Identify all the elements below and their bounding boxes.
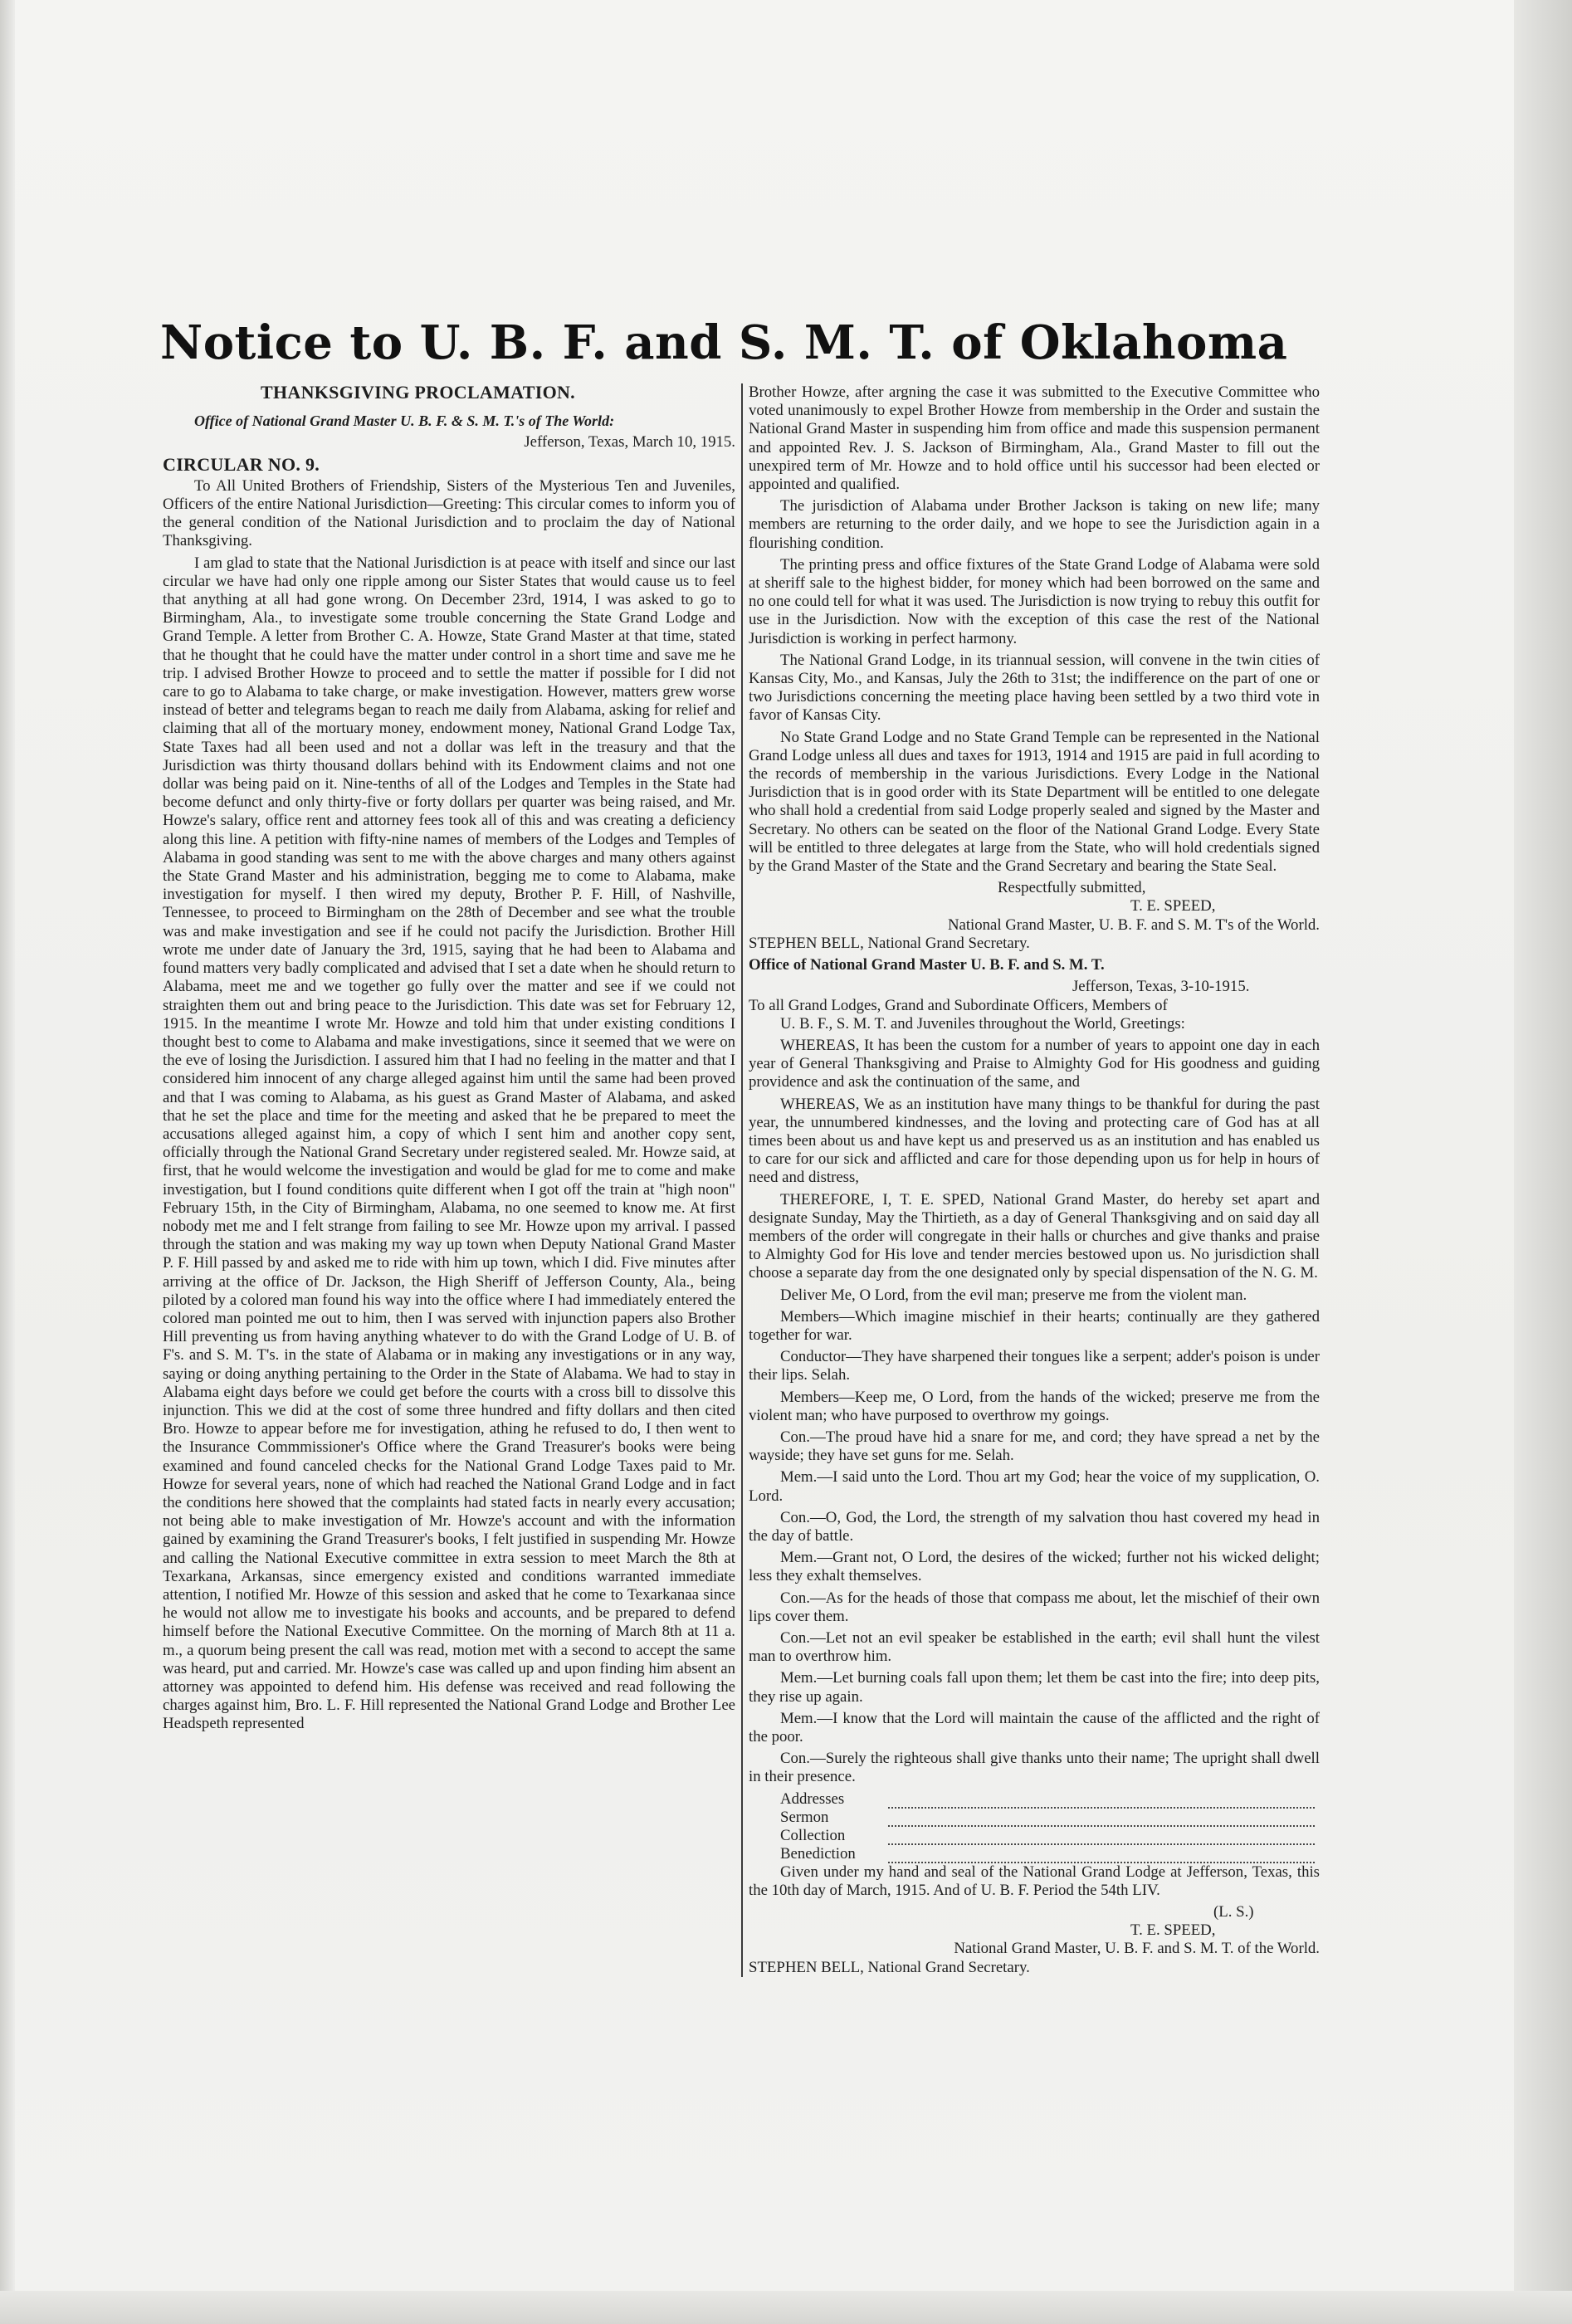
address-line-1: To all Grand Lodges, Grand and Subordinate Officers, Members of xyxy=(749,996,1168,1014)
signature-title-2: National Grand Master, U. B. F. and S. M. T. of the World. xyxy=(954,1940,1320,1958)
blank-label: Collection xyxy=(780,1826,846,1844)
litany-line: Con.—Surely the righteous shall give thanks unto their name; The upright shall dwell in their presence. xyxy=(749,1750,1320,1786)
paragraph-national-session: The National Grand Lodge, in its triannual session, will convene in the twin cities of Kansas City, Mo., and Kansas, July the 26th to 31st; the indifference on the part of one or two Jurisdictions concerning the meeting place having been settled by a two third vote in favor of Kansas City. xyxy=(749,651,1320,725)
respectfully-line: Respectfully submitted, xyxy=(998,879,1146,897)
circular-heading: CIRCULAR NO. 9. xyxy=(163,453,320,475)
litany-line: Members—Keep me, O Lord, from the hands of the wicked; preserve me from the violent man; who have purposed to overthrow my goings. xyxy=(749,1388,1320,1424)
paragraph-alabama: The jurisdiction of Alabama under Brother Jackson is taking on new life; many members are returning to the order daily, and we hope to see the Jurisdiction again in a flourishing condition. xyxy=(749,497,1320,552)
litany-line: Con.—The proud have hid a snare for me, and cord; they have spread a net by the wayside; they have set guns for me. Selah. xyxy=(749,1428,1320,1465)
litany-line: Deliver Me, O Lord, from the evil man; preserve me from the violent man. xyxy=(780,1286,1247,1304)
column-divider xyxy=(741,383,743,1977)
page-edge-right xyxy=(1514,0,1572,2324)
blank-label: Sermon xyxy=(780,1808,829,1826)
headline: Notice to U. B. F. and S. M. T. of Oklahoma xyxy=(160,315,1288,370)
blank-fill-line xyxy=(888,1795,1315,1809)
blank-sermon xyxy=(780,1809,1320,1827)
dateline: Jefferson, Texas, March 10, 1915. xyxy=(524,433,735,452)
seal-mark: (L. S.) xyxy=(1213,1903,1254,1921)
page-edge-bottom xyxy=(0,2291,1572,2324)
whereas-1: WHEREAS, It has been the custom for a number of years to appoint one day in each year of General Thanksgiving and Praise to Almighty God for His goodness and guiding providence and ask the continuation of the same, and xyxy=(749,1036,1320,1091)
office-line: Office of National Grand Master U. B. F. & S. M. T.'s of The World: xyxy=(194,413,615,430)
address-line-2: U. B. F., S. M. T. and Juveniles throughout the World, Greetings: xyxy=(780,1014,1185,1033)
litany-line: Mem.—Grant not, O Lord, the desires of the wicked; further not his wicked delight; less they exhalt themselves. xyxy=(749,1549,1320,1585)
blank-label: Benediction xyxy=(780,1844,856,1863)
secretary-line-2: STEPHEN BELL, National Grand Secretary. xyxy=(749,1958,1030,1976)
signature-name: T. E. SPEED, xyxy=(1130,897,1216,915)
whereas-2: WHEREAS, We as an institution have many things to be thankful for during the past year, the unnumbered kindnesses, and the loving and protecting care of God has at all times been about us and have kept us and preserved us as an institution and has enabled us to care for our sick and afflicted and care for those depending upon us for help in hours of need and distress, xyxy=(749,1095,1320,1187)
blank-fill-line xyxy=(888,1814,1315,1827)
left-column xyxy=(163,383,735,1737)
office-line-2: Office of National Grand Master U. B. F. and S. M. T. xyxy=(749,956,1105,974)
secretary-line: STEPHEN BELL, National Grand Secretary. xyxy=(749,934,1030,952)
paragraph-expulsion: Brother Howze, after argning the case it was submitted to the Executive Committee who voted unanimously to expel Brother Howze from membership in the Order and sustain the National Grand Master in suspending him from office and made this suspension permanent and appointed Rev. J. S. Jackson of Birmingham, Ala., Grand Master to fill out the unexpired term of Mr. Howze and to hold office until his successor had been elected or appointed and qualified. xyxy=(749,383,1320,494)
signature-name-2: T. E. SPEED, xyxy=(1130,1921,1216,1940)
signature-title: National Grand Master, U. B. F. and S. M. T's of the World. xyxy=(947,915,1320,934)
proclamation-heading: THANKSGIVING PROCLAMATION. xyxy=(261,382,575,403)
litany-line: Mem.—I said unto the Lord. Thou art my God; hear the voice of my supplication, O. Lord. xyxy=(749,1468,1320,1505)
litany-line: Members—Which imagine mischief in their hearts; continually are they gathered together for war. xyxy=(749,1307,1320,1344)
blank-fill-line xyxy=(888,1832,1315,1845)
right-column xyxy=(749,383,1320,1980)
paragraph-representation: No State Grand Lodge and no State Grand Temple can be represented in the National Grand Lodge unless all dues and taxes for 1913, 1914 and 1915 are paid in full acording to the records of membership in the various Jurisdictions. Every Lodge in the National Jurisdiction that is in good order with its State Department will be entitled to one delegate who shall hold a credential from said Lodge properly sealed and signed by the Master and Secretary. No others can be seated on the floor of the National Grand Lodge. Every State will be entitled to three delegates at large from the State, who will hold credentials signed by the Grand Master of the State and the Grand Secretary and bearing the State Seal. xyxy=(749,728,1320,876)
litany-line: Con.—As for the heads of those that compass me about, let the mischief of their own lips cover them. xyxy=(749,1589,1320,1625)
greeting-paragraph: To All United Brothers of Friendship, Sisters of the Mysterious Ten and Juveniles, Officers of the entire National Jurisdiction—Greeting: This circular comes to inform you of the general condition of the National Jurisdiction and to proclaim the day of National Thanksgiving. xyxy=(163,476,735,550)
therefore-paragraph: THEREFORE, I, T. E. SPED, National Grand Master, do hereby set apart and designate Sunday, May the Thirtieth, as a day of General Thanksgiving and on said day all members of the order will congregate in their halls or churches and give thanks and praise to Almighty God for His love and tender mercies bestowed upon us. No jurisdiction shall choose a separate day from the one designated only by special dispensation of the N. G. M. xyxy=(749,1190,1320,1282)
litany-line: Conductor—They have sharpened their tongues like a serpent; adder's poison is under their lips. Selah. xyxy=(749,1348,1320,1384)
blank-fill-line xyxy=(888,1850,1315,1863)
blank-benediction xyxy=(780,1845,1320,1863)
blank-collection xyxy=(780,1827,1320,1845)
given-under-hand: Given under my hand and seal of the National Grand Lodge at Jefferson, Texas, this the 10th day of March, 1915. And of U. B. F. Period the 54th LIV. xyxy=(749,1863,1320,1899)
litany-line: Mem.—I know that the Lord will maintain the cause of the afflicted and the right of the poor. xyxy=(749,1709,1320,1746)
page-edge-left xyxy=(0,0,15,2324)
litany-line: Mem.—Let burning coals fall upon them; let them be cast into the fire; into deep pits, they rise up again. xyxy=(749,1669,1320,1706)
litany-line: Con.—Let not an evil speaker be established in the earth; evil shall hunt the vilest man to overthrow him. xyxy=(749,1629,1320,1666)
blank-addresses xyxy=(780,1790,1320,1809)
paragraph-printing-press: The printing press and office fixtures of the State Grand Lodge of Alabama were sold at sheriff sale to the highest bidder, for money which had been borrowed on the same and no one could tell for what it was used. The Jurisdiction is now trying to rebuy this outfit for use in the Jurisdiction. Now with the exception of this case the rest of the National Jurisdiction is working in perfect harmony. xyxy=(749,555,1320,647)
report-paragraph: I am glad to state that the National Jurisdiction is at peace with itself and since our last circular we have had only one ripple among our Sister States that would cause us to feel that anything at all had gone wrong. On December 23rd, 1914, I was asked to go to Birmingham, Ala., to investigate some trouble concerning the State Grand Lodge and Grand Temple. A letter from Brother C. A. Howze, State Grand Master at that time, stated that he thought that he could have the matter under control in a short time and save me he trip. I advised Brother Howze to proceed and to settle the matter if possible for I did not care to go to Alabama to take charge, or make investigation. However, matters grew worse instead of better and telegrams began to reach me daily from Alabama, asking for relief and claiming that all of the mortuary money, endowment money, National Grand Lodge Tax, State Taxes had all been used and not a dollar was left in the treasury and that the Jurisdiction was thirty thousand dollars behind with its Endowment claims and not one dollar was being paid on it. Nine-tenths of all of the Lodges and Temples in the State had become defunct and only thirty-five or forty dollars per quarter was being raised, and Mr. Howze's salary, office rent and attorney fees took all of this and was creating a deficiency along this line. A petition with fifty-nine names of members of the Lodges and Temples of Alabama in good standing was sent to me with the above charges and many others against the State Grand Master and his administration, begging me to come to Alabama, make investigation for myself. I then wired my deputy, Brother P. F. Hill, of Nashville, Tennessee, to proceed to Birmingham on the 28th of December and see what the trouble was and make investigation and see if he could not pacify the Jurisdiction. Brother Hill wrote me under date of January the 3rd, 1915, saying that he had been to Alabama and found matters very badly complicated and advised that I set a date when he should return to Alabama, meet me and we together go fully over the matter and see if we could not straighten them out and bring peace to the Jurisdiction. This date was set for February 12, 1915. In the meantime I wrote Mr. Howze and told him that under existing conditions I thought best to come to Alabama and make investigations, since it seemed that we were on the eve of losing the Jurisdiction. I assured him that I had no feeling in the matter and that I considered him innocent of any charge alleged against him until the same had been proved and that I was coming to Alabama, as his guest as Grand Master of Alabama, and asked that he set the place and time for the meeting and asked that he be prepared to meet the accusations alleged against him, a copy of which I sent him and another copy sent, officially through the National Grand Secretary under registered sealed. Mr. Howze said, at first, that he would welcome the investigation and would be glad for me to come and make investigation, but I found conditions quite different when I got off the train at "high noon" February 15th, in the City of Birmingham, Alabama, no one seemed to know me. At first nobody met me and I felt strange from failing to see Mr. Howze upon my arrival. I passed through the station and was making my way up town when Deputy National Grand Master P. F. Hill passed by and asked me to ride with him up town, which I did. Five minutes after arriving at the office of Dr. Jackson, the High Sheriff of Jefferson County, Ala., being piloted by a colored man found his way into the office where I had immediately entered the colored man pointed me out to him, then I was served with injunction papers also Brother Hill preventing us from having anything whatever to do with the Grand Lodge of U. B. of F's. and S. M. T's. in the state of Alabama or in making any investigations or in any way, saying or doing anything pertaining to the Order in the State of Alabama. We had to stay in Alabama eight days before we could get before the courts with a cross bill to dissolve this injunction. This we did at the cost of some three hundred and fifty dollars and then cited Bro. Howze to appear before me for investigation, athing he refused to do, I then went to the Insurance Commmissioner's Office where the Grand Treasurer's books were being examined and found canceled checks for the National Grand Lodge Taxes paid to Mr. Howze for several years, none of which had reached the National Grand Lodge and in fact the conditions here showed that the complaints had stated facts in nearly every accusation; not being able to make investigation of Mr. Howze's account and with the information gained by examining the Grand Treasurer's books, I felt justified in suspending Mr. Howze and calling the National Executive committee in extra session to meet March the 8th at Texarkana, Arkansas, since emergency existed and conditions warranted immediate attention, I notified Mr. Howze of this session and asked that he come to Texarkanaa since he would not allow me to investigate his books and accounts, and be prepared to defend himself before the National Executive Committee. On the morning of March 8th at 11 a. m., a quorum being present the call was read, motion met with a second to accept the same was heard, put and carried. Mr. Howze's case was called up and upon finding him absent an attorney was appointed to defend him. His defense was received and read following the charges against him, Bro. L. F. Hill represented the National Grand Lodge and Brother Lee Headspeth represented xyxy=(163,554,735,1733)
dateline-2: Jefferson, Texas, 3-10-1915. xyxy=(1072,978,1250,996)
blank-label: Addresses xyxy=(780,1789,845,1808)
litany-line: Con.—O, God, the Lord, the strength of my salvation thou hast covered my head in the day of battle. xyxy=(749,1508,1320,1545)
